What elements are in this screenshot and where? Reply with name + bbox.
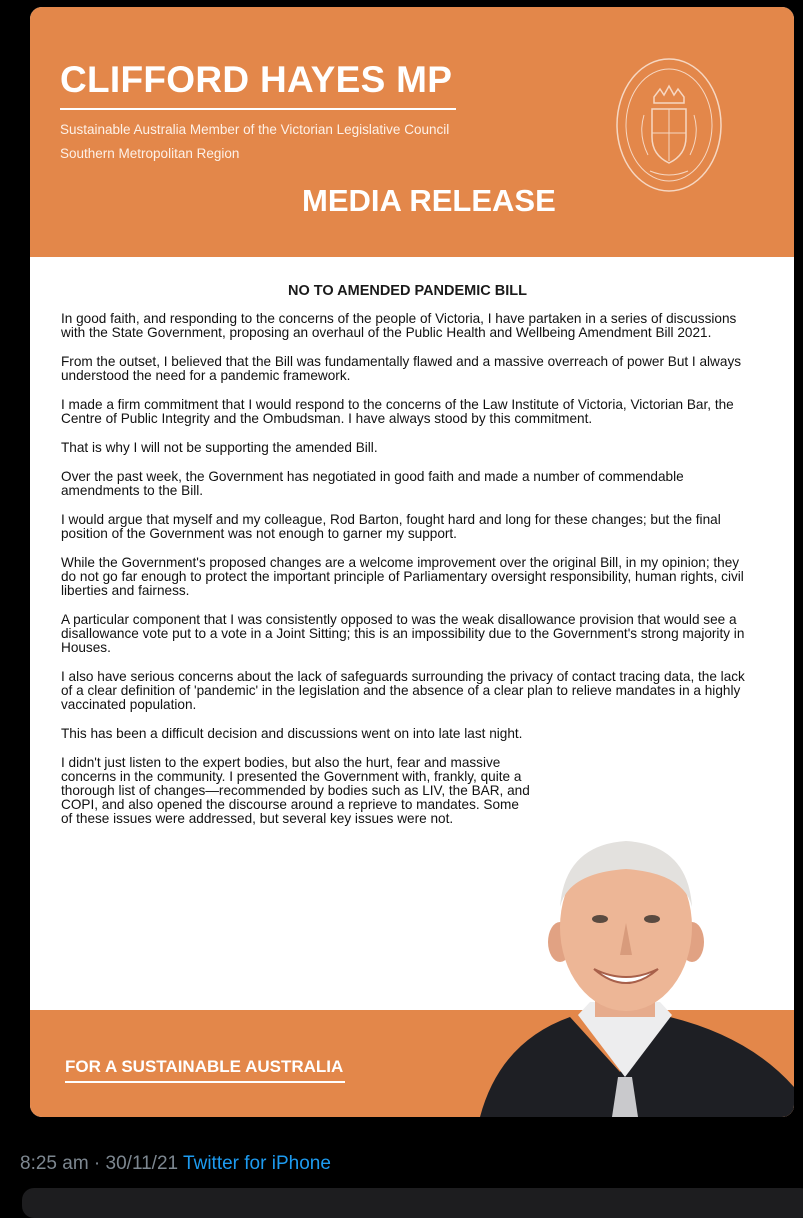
- tweet-timestamp: [20, 1153, 331, 1175]
- footer-tagline: FOR A SUSTAINABLE AUSTRALIA: [65, 1057, 344, 1076]
- paragraph: That is why I will not be supporting the amended Bill.: [61, 440, 378, 455]
- paragraph: From the outset, I believed that the Bill was fundamentally flawed and a massive overreach of power But I always understood the need for a pandemic framework.: [61, 354, 742, 383]
- next-tweet-edge: [22, 1188, 803, 1218]
- mp-name: CLIFFORD HAYES MP: [60, 59, 453, 100]
- paragraph: In good faith, and responding to the concerns of the people of Victoria, I have partaken in a series of discussions with the State Government, proposing an overhaul of the Public Health and Wellbeing Amendment Bill 2021.: [61, 311, 737, 340]
- document-heading: NO TO AMENDED PANDEMIC BILL: [288, 283, 527, 299]
- release-header: [30, 7, 794, 257]
- paragraph: I also have serious concerns about the lack of safeguards surrounding the privacy of contact tracing data, the lack of a clear definition of 'pandemic' in the legislation and the absence of a clear plan to relieve mandates in a highly vaccinated population.: [61, 669, 745, 712]
- tweet-source-link[interactable]: Twitter for iPhone: [183, 1153, 331, 1174]
- paragraph: I made a firm commitment that I would respond to the concerns of the Law Institute of Victoria, Victorian Bar, the Centre of Public Integrity and the Ombudsman. I have always stood by this commitment.: [61, 397, 734, 426]
- release-title: MEDIA RELEASE: [302, 183, 556, 218]
- tweet-separator: ·: [88, 1153, 106, 1174]
- tweet-date: 30/11/21: [105, 1153, 179, 1174]
- paragraph: A particular component that I was consistently opposed to was the weak disallowance provision that would see a disallowance vote put to a vote in a Joint Sitting; this is an impossibility due to the Government's strong majority in Houses.: [61, 612, 745, 655]
- parliament-crest-icon: [614, 55, 724, 195]
- paragraph: I would argue that myself and my colleague, Rod Barton, fought hard and long for these changes; but the final position of the Government was not enough to garner my support.: [61, 512, 721, 541]
- paragraph: Over the past week, the Government has negotiated in good faith and made a number of commendable amendments to the Bill.: [61, 469, 684, 498]
- paragraph: I didn't just listen to the expert bodies, but also the hurt, fear and massive concerns in the community. I presented the Government with, frankly, quite a thorough list of changes—recommended by bodies such as LIV, the BAR, and COPI, and also opened the discourse around a reprieve to mandates. Some of these issues were addressed, but several key issues were not.: [61, 755, 530, 826]
- mp-role: Sustainable Australia Member of the Victorian Legislative Council: [60, 122, 450, 137]
- footer-divider: [65, 1081, 345, 1083]
- release-body: [61, 284, 754, 841]
- header-divider: [60, 108, 456, 110]
- media-release-image[interactable]: [30, 7, 794, 1117]
- mp-region: Southern Metropolitan Region: [60, 146, 240, 161]
- paragraph: This has been a difficult decision and discussions went on into late last night.: [61, 726, 523, 741]
- paragraph: While the Government's proposed changes are a welcome improvement over the original Bill, in my opinion; they do not go far enough to protect the important principle of Parliamentary oversight responsibility, human rights, civil liberties and fairness.: [61, 555, 744, 598]
- mp-portrait-photo: [460, 827, 794, 1117]
- tweet-time: 8:25 am: [20, 1153, 89, 1174]
